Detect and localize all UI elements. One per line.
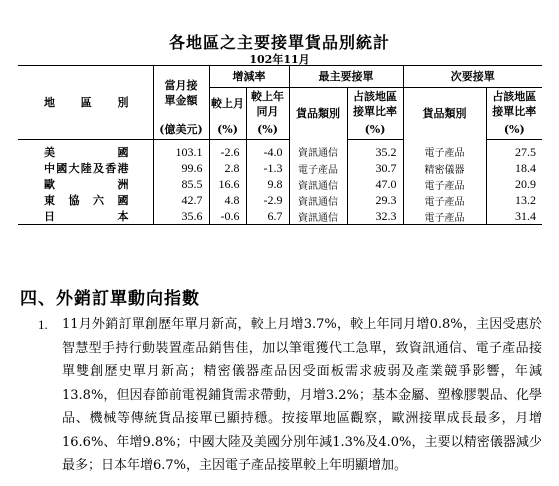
row-amount: 85.5 — [153, 176, 209, 192]
header-yoy-line2: 同月 — [256, 104, 279, 118]
row-main-share: 47.0 — [347, 176, 403, 192]
header-amount-line1: 當月接 — [164, 78, 198, 92]
row-main-share: 32.3 — [347, 208, 403, 225]
row-main-category: 資訊通信 — [289, 208, 347, 225]
header-main-share-unit: (%) — [347, 120, 403, 140]
row-yoy: -2.9 — [246, 192, 289, 208]
row-region: 美國 — [44, 146, 129, 159]
header-region: 地 區 別 — [18, 66, 153, 140]
row-yoy: 9.8 — [246, 176, 289, 192]
row-second-share: 13.2 — [486, 192, 542, 208]
row-main-category: 資訊通信 — [289, 140, 347, 161]
row-main-category: 電子產品 — [289, 160, 347, 176]
header-yoy-unit: (%) — [246, 120, 289, 140]
header-second-category: 貨品類別 — [403, 88, 486, 140]
row-region: 中國大陸及香港 — [44, 162, 129, 175]
header-second-share-unit: (%) — [486, 120, 542, 140]
row-mom: 4.8 — [209, 192, 246, 208]
row-region: 歐洲 — [44, 178, 129, 191]
section-title: 四、外銷訂單動向指數 — [20, 289, 200, 309]
row-main-category: 資訊通信 — [289, 176, 347, 192]
row-yoy: -4.0 — [246, 140, 289, 161]
row-main-category: 資訊通信 — [289, 192, 347, 208]
header-amount-line2: 單金額 — [164, 93, 198, 107]
row-amount: 42.7 — [153, 192, 209, 208]
header-change: 增減率 — [209, 66, 289, 88]
header-mom: 較上月 — [209, 88, 246, 120]
row-mom: 16.6 — [209, 176, 246, 192]
header-main-share-line1: 占該地區 — [353, 89, 397, 103]
table-title: 各地區之主要接單貨品別統計 — [168, 33, 390, 52]
row-amount: 103.1 — [153, 140, 209, 161]
header-second-share-line2: 接單比率 — [492, 104, 537, 118]
header-amount — [153, 66, 209, 120]
header-main-share-line2: 接單比率 — [353, 104, 397, 118]
header-yoy-line1: 較上年 — [251, 89, 284, 103]
row-amount: 35.6 — [153, 208, 209, 225]
header-second-share-line1: 占該地區 — [492, 89, 537, 103]
row-region: 日本 — [18, 208, 153, 225]
row-yoy: -1.3 — [246, 160, 289, 176]
row-second-share: 20.9 — [486, 176, 542, 192]
paragraph-text: 11月外銷訂單創歷年單月新高，較上月增3.7%，較上年同月增0.8%，主因受惠於智慧型手持行動裝置產品銷售佳，加以筆電獲代工急單，致資訊通信、電子產品接單雙創歷史單月新高；精密儀器產品因受面板需求疲弱及產業競爭影響，年減13.8%，但因春節前電視鋪貨需求帶動，月增3.2%；基本金屬、塑橡膠製品、化學品、機械等傳統貨品接單已顯持穩。按接單地區觀察，歐洲接單成長最多，月增16.6%、年增9.8%；中國大陸及美國分別年減1.3%及4.0%，主要以精密儀器減少最多；日本年增6.7%，主因電子產品接單較上年明顯增加。 — [62, 317, 542, 473]
table-row — [18, 208, 542, 225]
table-row — [18, 176, 542, 192]
header-second-share — [486, 88, 542, 120]
row-second-category: 電子產品 — [403, 140, 486, 161]
row-main-share: 30.7 — [347, 160, 403, 176]
row-second-share: 31.4 — [486, 208, 542, 225]
header-second-orders: 次要接單 — [403, 66, 542, 88]
row-mom: -2.6 — [209, 140, 246, 161]
row-second-category: 電子產品 — [403, 192, 486, 208]
row-amount: 99.6 — [153, 160, 209, 176]
row-mom: 2.8 — [209, 160, 246, 176]
header-main-share — [347, 88, 403, 120]
row-second-category: 電子產品 — [403, 176, 486, 192]
stats-table — [18, 65, 542, 225]
row-yoy: 6.7 — [246, 208, 289, 225]
row-region: 東協六國 — [44, 194, 129, 207]
row-second-share: 27.5 — [486, 140, 542, 161]
row-main-share: 35.2 — [347, 140, 403, 161]
header-main-category: 貨品類別 — [289, 88, 347, 140]
paragraph-index: 1. — [38, 317, 48, 332]
section-paragraph — [38, 313, 542, 478]
header-main-orders: 最主要接單 — [289, 66, 403, 88]
row-mom: -0.6 — [209, 208, 246, 225]
row-second-category: 精密儀器 — [403, 160, 486, 176]
row-second-share: 18.4 — [486, 160, 542, 176]
table-row — [18, 160, 542, 176]
table-row — [18, 140, 542, 161]
table-subtitle: 102年11月 — [249, 53, 310, 66]
row-main-share: 29.3 — [347, 192, 403, 208]
row-second-category: 電子產品 — [403, 208, 486, 225]
header-amount-unit: (億美元) — [153, 120, 209, 140]
header-yoy — [246, 88, 289, 120]
table-row — [18, 192, 542, 208]
header-mom-unit: (%) — [209, 120, 246, 140]
